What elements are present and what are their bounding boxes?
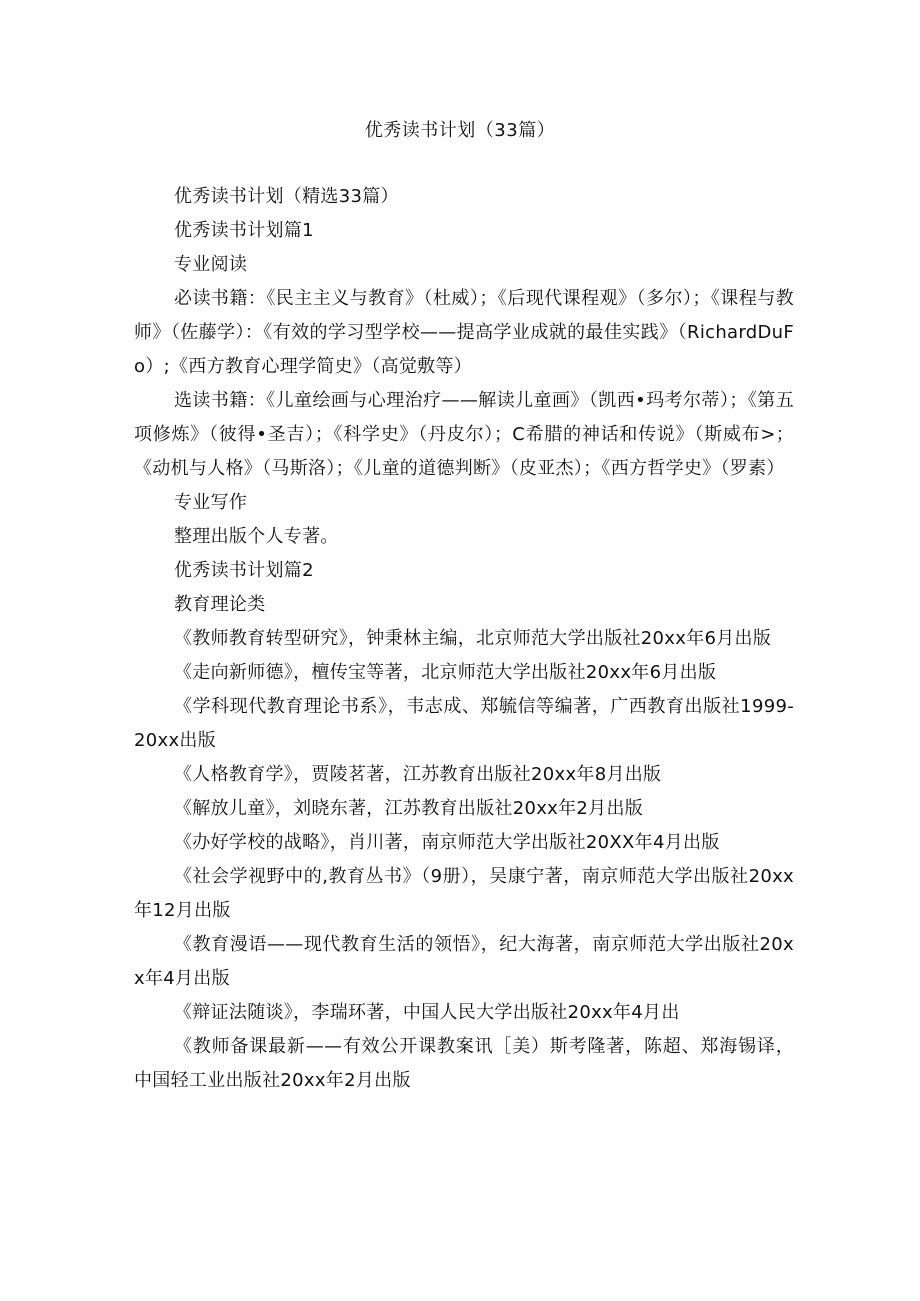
document-title: 优秀读书计划（33篇） [364, 120, 556, 141]
section-heading: 优秀读书计划篇1 [174, 220, 314, 241]
book-entry: 《解放儿童》，刘晓东著，江苏教育出版社20xx年2月出版 [174, 798, 644, 819]
paragraph: 整理出版个人专著。 [174, 526, 339, 547]
book-entry: 《辩证法随谈》，李瑞环著，中国人民大学出版社20xx年4月出 [174, 1002, 680, 1023]
book-entry: 《教育漫语——现代教育生活的领悟》，纪大海著，南京师范大学出版社20xx年4月出版 [134, 934, 794, 989]
subsection-heading: 教育理论类 [174, 594, 266, 615]
book-entry: 《社会学视野中的,教育丛书》（9册），吴康宁著，南京师范大学出版社20xx年12月出版 [134, 866, 794, 921]
book-entry: 《办好学校的战略》，肖川著，南京师范大学出版社20XX年4月出版 [174, 832, 720, 853]
book-entry: 《走向新师德》，檀传宝等著，北京师范大学出版社20xx年6月出版 [174, 662, 717, 683]
book-entry: 《人格教育学》，贾陵茗著，江苏教育出版社20xx年8月出版 [174, 764, 662, 785]
paragraph: 选读书籍：《儿童绘画与心理治疗——解读儿童画》（凯西•玛考尔蒂）；《第五项修炼》（彼得•圣吉）；《科学史》（丹皮尔）；C希腊的神话和传说》（斯威布>；《动机与人格》（马斯洛）；《儿童的道德判断》（皮亚杰）；《西方哲学史》（罗素） [134, 390, 794, 479]
document-body [134, 180, 794, 1098]
subsection-heading: 专业写作 [174, 492, 248, 513]
book-entry: 《教师教育转型研究》，钟秉林主编，北京师范大学出版社20xx年6月出版 [174, 628, 772, 649]
subsection-heading: 专业阅读 [174, 254, 248, 275]
paragraph: 必读书籍：《民主主义与教育》（杜威）；《后现代课程观》（多尔）；《课程与教师》（佐藤学）：《有效的学习型学校——提高学业成就的最佳实践》（RichardDuFo）;《西方教育心理学简史》（高觉敷等） [134, 288, 794, 377]
book-entry: 《教师备课最新——有效公开课教案讯［美）斯考隆著，陈超、郑海锡译，中国轻工业出版社20xx年2月出版 [134, 1036, 794, 1091]
section-heading: 优秀读书计划篇2 [174, 560, 314, 581]
paragraph: 优秀读书计划（精选33篇） [174, 186, 399, 207]
book-entry: 《学科现代教育理论书系》，韦志成、郑毓信等编著，广西教育出版社1999-20xx出版 [134, 696, 794, 751]
